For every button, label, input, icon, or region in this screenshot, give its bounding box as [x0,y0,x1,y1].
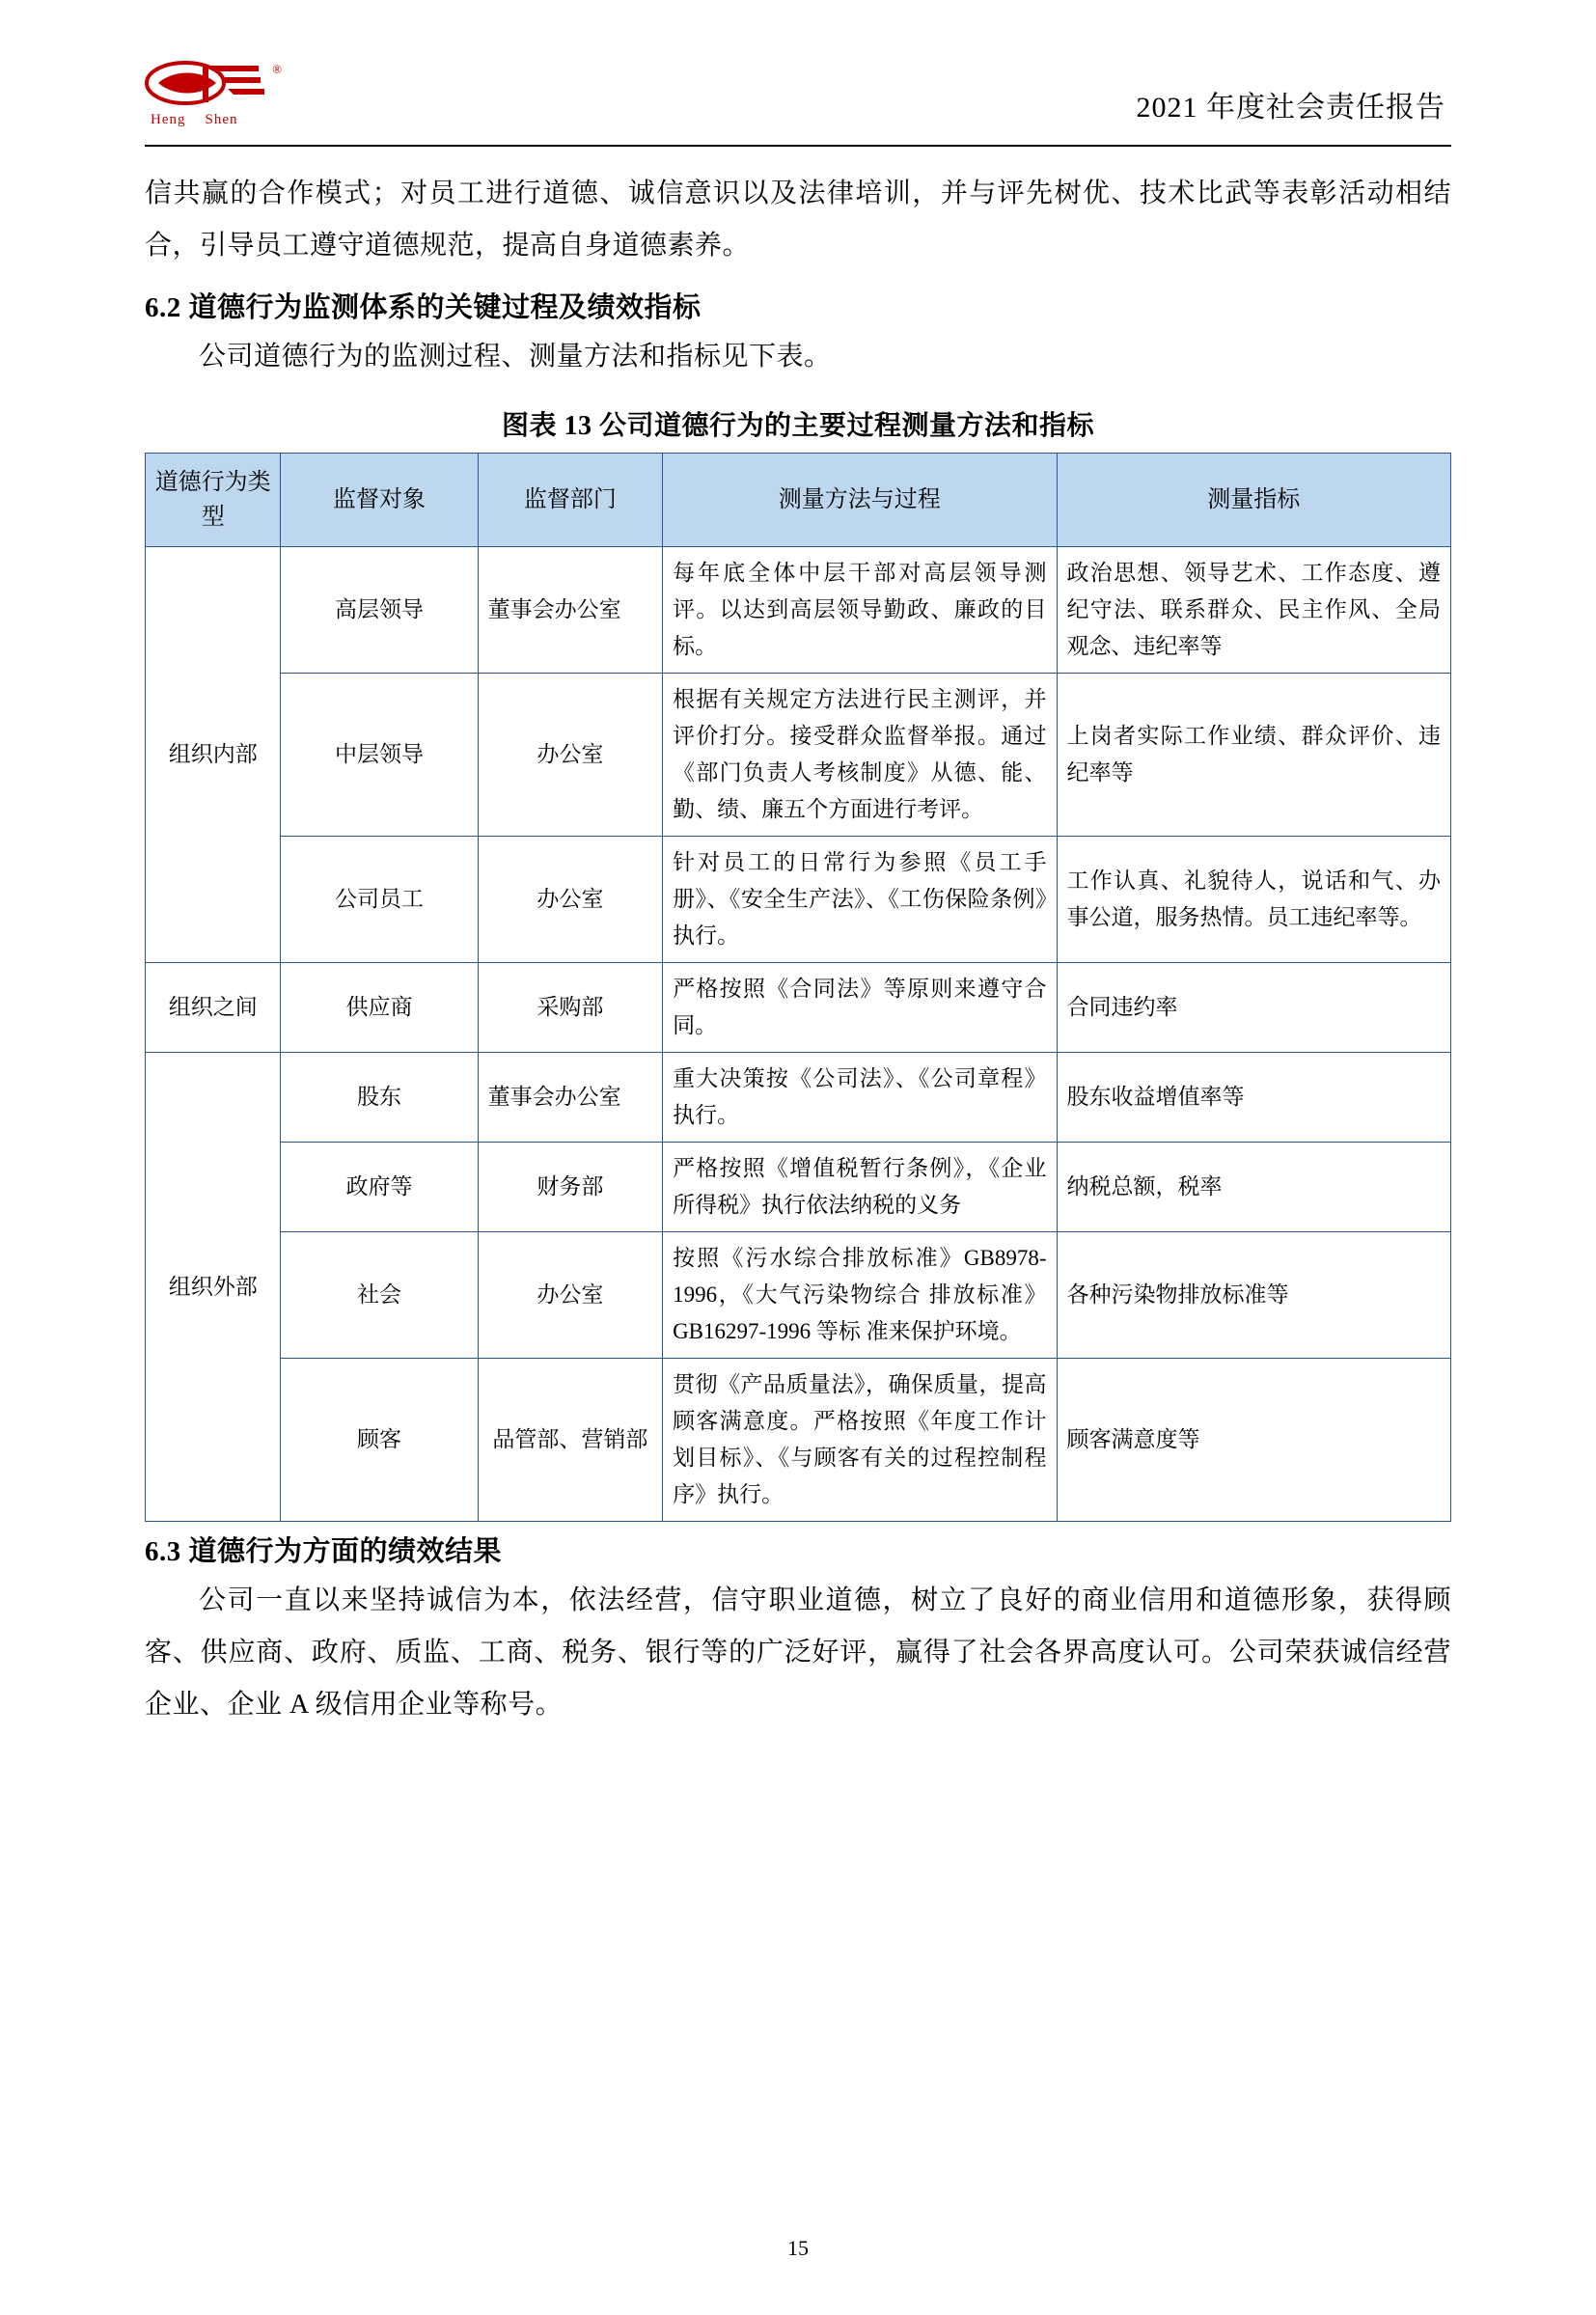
cell-department: 财务部 [478,1143,662,1232]
report-title: 2021 年度社会责任报告 [1136,92,1445,124]
paragraph-continued: 信共赢的合作模式；对员工进行道德、诚信意识以及法律培训，并与评先树优、技术比武等表彰活动相结合，引导员工遵守道德规范，提高自身道德素养。 [145,179,1451,261]
table-caption: 图表 13 公司道德行为的主要过程测量方法和指标 [501,411,1094,441]
logo-mark-icon [145,60,282,110]
company-logo [145,60,328,128]
registered-mark-icon: ® [272,62,282,76]
table-row [146,1232,1451,1359]
table-header-cell-method: 测量方法与过程 [663,454,1057,547]
cell-indicator: 上岗者实际工作业绩、群众评价、违纪率等 [1057,674,1451,837]
cell-object: 供应商 [281,963,478,1053]
paragraph-6-3: 公司一直以来坚持诚信为本，依法经营，信守职业道德，树立了良好的商业信用和道德形象，获得顾客、供应商、政府、质监、工商、税务、银行等的广泛好评，赢得了社会各界高度认可。公司荣获诚信经营企业、企业 A 级信用企业等称号。 [145,1585,1451,1720]
table-row [146,547,1451,674]
cell-object: 股东 [281,1053,478,1143]
cell-method: 贯彻《产品质量法》，确保质量，提高顾客满意度。严格按照《年度工作计划目标》、《与顾客有关的过程控制程序》执行。 [663,1359,1057,1522]
cell-department: 品管部、营销部 [478,1359,662,1522]
ethics-process-table [145,453,1451,1522]
cell-method: 重大决策按《公司法》、《公司章程》执行。 [663,1053,1057,1143]
table-row [146,963,1451,1053]
page-header [145,58,1451,147]
cell-indicator: 股东收益增值率等 [1057,1053,1451,1143]
cell-method: 严格按照《合同法》等原则来遵守合同。 [663,963,1057,1053]
cell-indicator: 工作认真、礼貌待人，说话和气、办事公道，服务热情。员工违纪率等。 [1057,837,1451,963]
cell-department: 办公室 [478,1232,662,1359]
table-row [146,674,1451,837]
table-header-cell-object: 监督对象 [281,454,478,547]
page-number: 15 [787,2236,809,2260]
page-content [145,147,1451,1731]
table-header-cell-indicator: 测量指标 [1057,454,1451,547]
cell-indicator: 合同违约率 [1057,963,1451,1053]
section-heading-6-2: 6.2 道德行为监测体系的关键过程及绩效指标 [145,292,702,323]
cell-group-type: 组织内部 [146,547,281,963]
cell-method: 根据有关规定方法进行民主测评，并评价打分。接受群众监督举报。通过《部门负责人考核制度》从德、能、勤、绩、廉五个方面进行考评。 [663,674,1057,837]
table-row [146,1359,1451,1522]
paragraph-6-2: 公司道德行为的监测过程、测量方法和指标见下表。 [199,342,832,372]
table-row [146,1053,1451,1143]
cell-department: 办公室 [478,674,662,837]
logo-pinyin-right: Shen [205,112,238,127]
cell-object: 高层领导 [281,547,478,674]
cell-department: 董事会办公室 [478,1053,662,1143]
cell-department: 董事会办公室 [478,547,662,674]
cell-indicator: 各种污染物排放标准等 [1057,1232,1451,1359]
cell-indicator: 政治思想、领导艺术、工作态度、遵纪守法、联系群众、民主作风、全局观念、违纪率等 [1057,547,1451,674]
cell-object: 社会 [281,1232,478,1359]
cell-method: 严格按照《增值税暂行条例》，《企业所得税》执行依法纳税的义务 [663,1143,1057,1232]
cell-object: 中层领导 [281,674,478,837]
document-page [0,58,1596,2315]
section-heading-6-3: 6.3 道德行为方面的绩效结果 [145,1536,503,1567]
cell-method: 每年底全体中层干部对高层领导测评。以达到高层领导勤政、廉政的目标。 [663,547,1057,674]
cell-group-type: 组织之间 [146,963,281,1053]
cell-indicator: 顾客满意度等 [1057,1359,1451,1522]
table-header-cell-type: 道德行为类型 [146,454,281,547]
table-header-row [146,454,1451,547]
cell-group-type: 组织外部 [146,1053,281,1522]
cell-object: 公司员工 [281,837,478,963]
logo-pinyin-left: Heng [151,112,186,127]
cell-method: 按照《污水综合排放标准》GB8978-1996，《大气污染物综合 排放标准》GB16297-1996 等标 准来保护环境。 [663,1232,1057,1359]
cell-indicator: 纳税总额，税率 [1057,1143,1451,1232]
table-header-cell-department: 监督部门 [478,454,662,547]
table-row [146,1143,1451,1232]
cell-department: 办公室 [478,837,662,963]
logo-pinyin [145,112,238,128]
cell-object: 政府等 [281,1143,478,1232]
table-row [146,837,1451,963]
cell-department: 采购部 [478,963,662,1053]
cell-method: 针对员工的日常行为参照《员工手册》、《安全生产法》、《工伤保险条例》执行。 [663,837,1057,963]
cell-object: 顾客 [281,1359,478,1522]
